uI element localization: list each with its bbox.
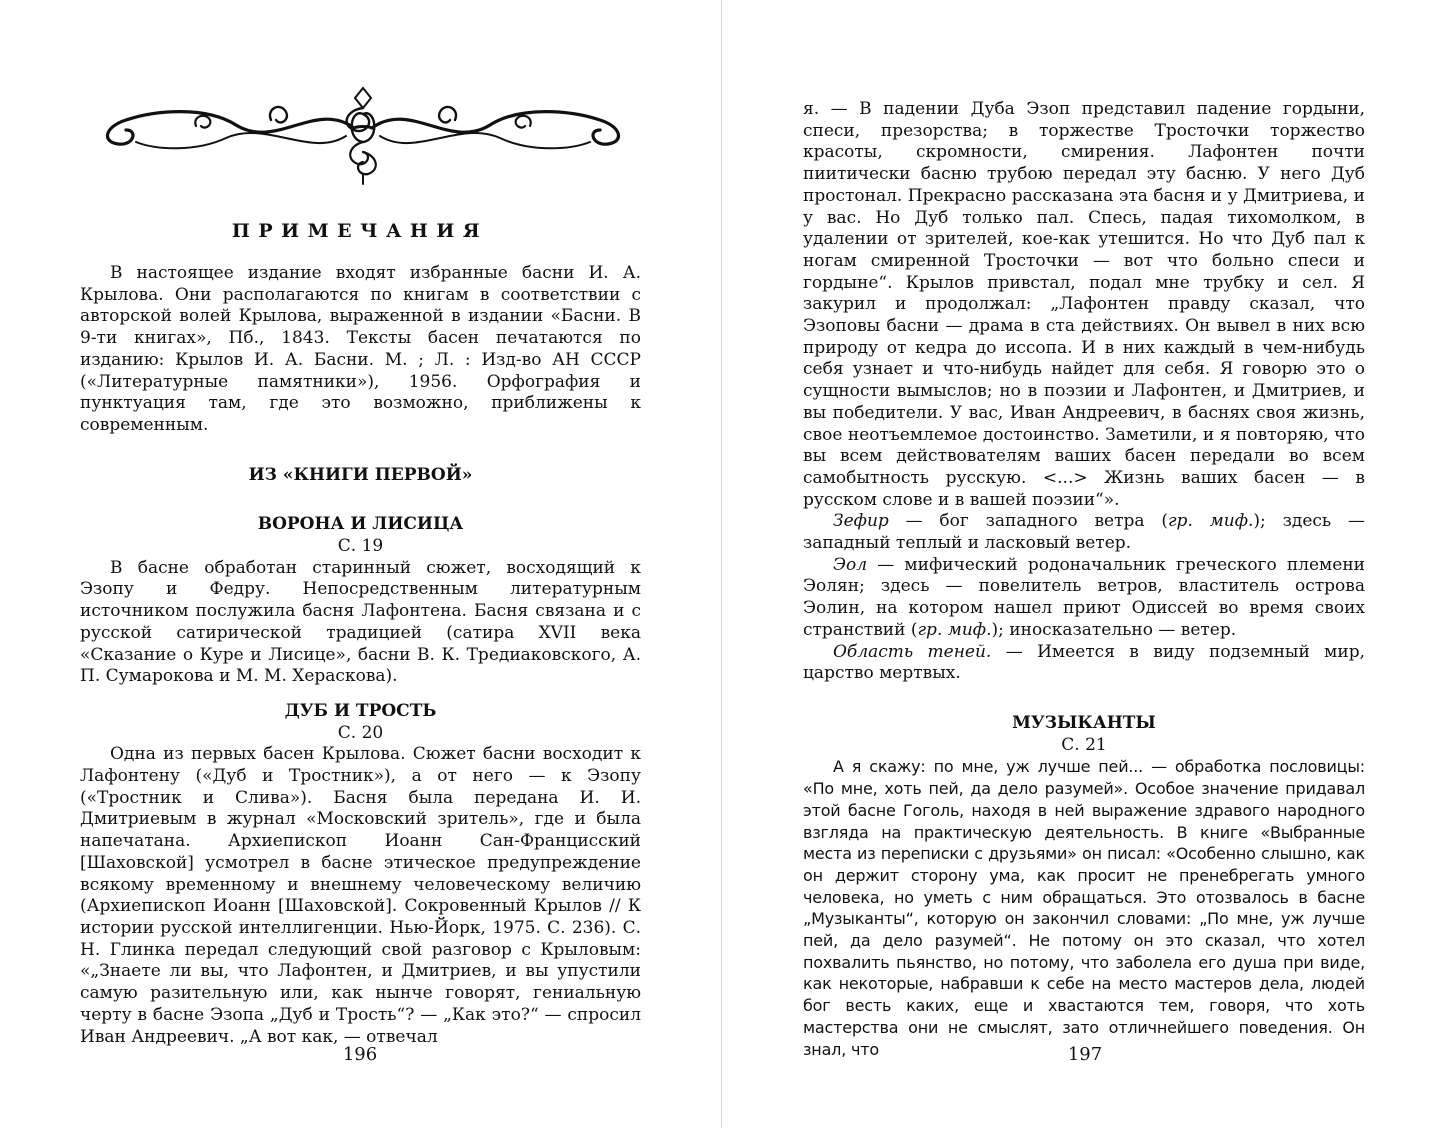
notes-title: ПРИМЕЧАНИЯ (231, 220, 489, 242)
continuation-paragraph: я. — В падении Дуба Эзоп представил падение гордыни, спеси, презорства; в торжестве Тросточки торжество красоты, скромности, смирения. Лафонтен почти пиитически басню трубою передал эту басню. У него Дуб простонал. Прекрасно рассказана эта басня и у Дмитриева, и у вас. Но Дуб только пал. Спесь, падая тихомолком, в удалении от зрителей, кое-как утешится. Но что Дуб пал к ногам смиренной Тросточки — вот что больно спеси и гордыне“. Крылов привстал, подал мне трубку и сел. Я закурил и продолжал: „Лафонтен правду сказал, что Эзоповы басни — драма в ста действиях. Он вывел в них всю природу от кедра до иссопа. И в них каждый в чем-нибудь себя узнает и что-нибудь найдет для себя. Я говорю это о сущности вымыслов; но в поэзии и Лафонтен, и Дмитриев, и вы победители. У вас, Иван Андреевич, в баснях своя жизнь, свое неотъемлемое достоинство. Заметили, и я повторяю, что вы всем действователям ваших басен передали во всем самобытность русскую. <...> Жизнь ваших басен — в русском слове и в вашей поэзии“». (803, 99, 1365, 510)
page-number-right: 197 (1067, 1044, 1103, 1065)
gloss-text: — мифический родоначальник греческого племени Эолян; здесь — повелитель ветров, властитель острова Эолин, на котором нашел приют Одиссей во время своих странствий ( (803, 554, 1365, 640)
right-page (723, 0, 1445, 1128)
intro-paragraph: В настоящее издание входят избранные басни И. А. Крылова. Они располагаются по книгам в соответствии с авторской волей Крылова, выраженной в издании «Басни. В 9-ти книгах», Пб., 1843. Тексты басен печатаются по изданию: Крылов И. А. Басни. М. ; Л. : Изд-во АН СССР («Литературные памятники»), 1956. Орфография и пунктуация там, где это возможно, приближены к современным. (80, 263, 641, 435)
section-page-ref: С. 21 (1061, 734, 1107, 755)
right-text-column (803, 99, 1365, 1060)
gloss-term: Область теней. (833, 641, 992, 662)
gloss-term: Зефир (833, 511, 889, 532)
section-title-crow-fox: ВОРОНА И ЛИСИЦА (257, 514, 464, 535)
section-text-musicians: А я скажу: по мне, уж лучше пей... — обработка пословицы: «По мне, хоть пей, да дело разумей». Особое значение придавал этой басне Гоголь, находя в ней выражение здравого народного взгляда на практическую деятельность. В книге «Выбранные места из переписки с друзьями» он писал: «Особенно слышно, как он держит сторону ума, как просит не пренебрегать умного человека, но уметь с ним обращаться. Это отозвалось в басне „Музыканты“, которую он закончил словами: „По мне, уж лучше пей, да дело разумей“. Не потому он это сказал, что хотел похвалить пьянство, но потому, что заболела его душа при виде, как некоторые, набравши к себе на место мастеров дела, людей бог весть каких, еще и хвастаются тем, говоря, что хоть мастерства они не смыслят, зато отличнейшего поведения. Он знал, что (803, 757, 1365, 1059)
gloss-aeolus (803, 555, 1365, 642)
left-page (0, 0, 721, 1128)
section-text-oak-reed: Одна из первых басен Крылова. Сюжет басни восходит к Лафонтену («Дуб и Тростник»), а от него — к Эзопу («Тростник и Слива»). Басня была передана И. И. Дмитриевым в журнал «Московский зритель», где и была напечатана. Архиепископ Иоанн Сан-Францисский [Шаховской] усмотрел в басне этическое предупреждение всякому временному и внешнему человеческому величию (Архиепископ Иоанн [Шаховской]. Сокровенный Крылов // К истории русской интеллигенции. Нью-Йорк, 1975. С. 236). С. Н. Глинка передал следующий свой разговор с Крыловым: «„Знаете ли вы, что Лафонтен, и Дмитриев, и вы упустили самую разительную или, как нынче говорят, гениальную черту в басне Эзопа „Дуб и Трость“? — „Как это?“ — спросил Иван Андреевич. „А вот как, — отвечал (80, 744, 641, 1047)
gloss-abbr: гр. миф. (1167, 511, 1254, 532)
flourish-ornament-icon (96, 80, 630, 190)
gloss-abbr: гр. миф. (917, 619, 992, 640)
section-title-musicians: МУЗЫКАНТЫ (1012, 712, 1156, 733)
gloss-text: — бог западного ветра ( (888, 511, 1168, 532)
section-page-ref: С. 19 (337, 536, 384, 557)
gloss-zephyr (803, 511, 1365, 554)
section-text-crow-fox: В басне обработан старинный сюжет, восходящий к Эзопу и Федру. Непосредственным литературным источником послужила басня Лафонтена. Басня связана и с русской сатирической традицией (сатира XVII века «Сказание о Куре и Лисице», басни В. К. Тредиаковского, А. П. Сумарокова и М. М. Хераскова). (80, 557, 641, 687)
book-heading: ИЗ «КНИГИ ПЕРВОЙ» (248, 464, 473, 485)
gloss-text: ); иносказательно — ветер. (991, 619, 1237, 640)
gloss-shades (803, 642, 1365, 685)
section-title-oak-reed: ДУБ И ТРОСТЬ (284, 700, 437, 721)
gloss-term: Эол (833, 554, 868, 575)
section-page-ref: С. 20 (337, 722, 384, 743)
gloss-text: — Имеется в виду подземный мир, царство мертвых. (803, 641, 1365, 684)
gloss-text: ); здесь — западный теплый и ласковый ветер. (803, 511, 1365, 554)
page-number-left: 196 (342, 1044, 378, 1065)
book-gutter (721, 0, 722, 1128)
left-text-column (80, 263, 641, 1048)
